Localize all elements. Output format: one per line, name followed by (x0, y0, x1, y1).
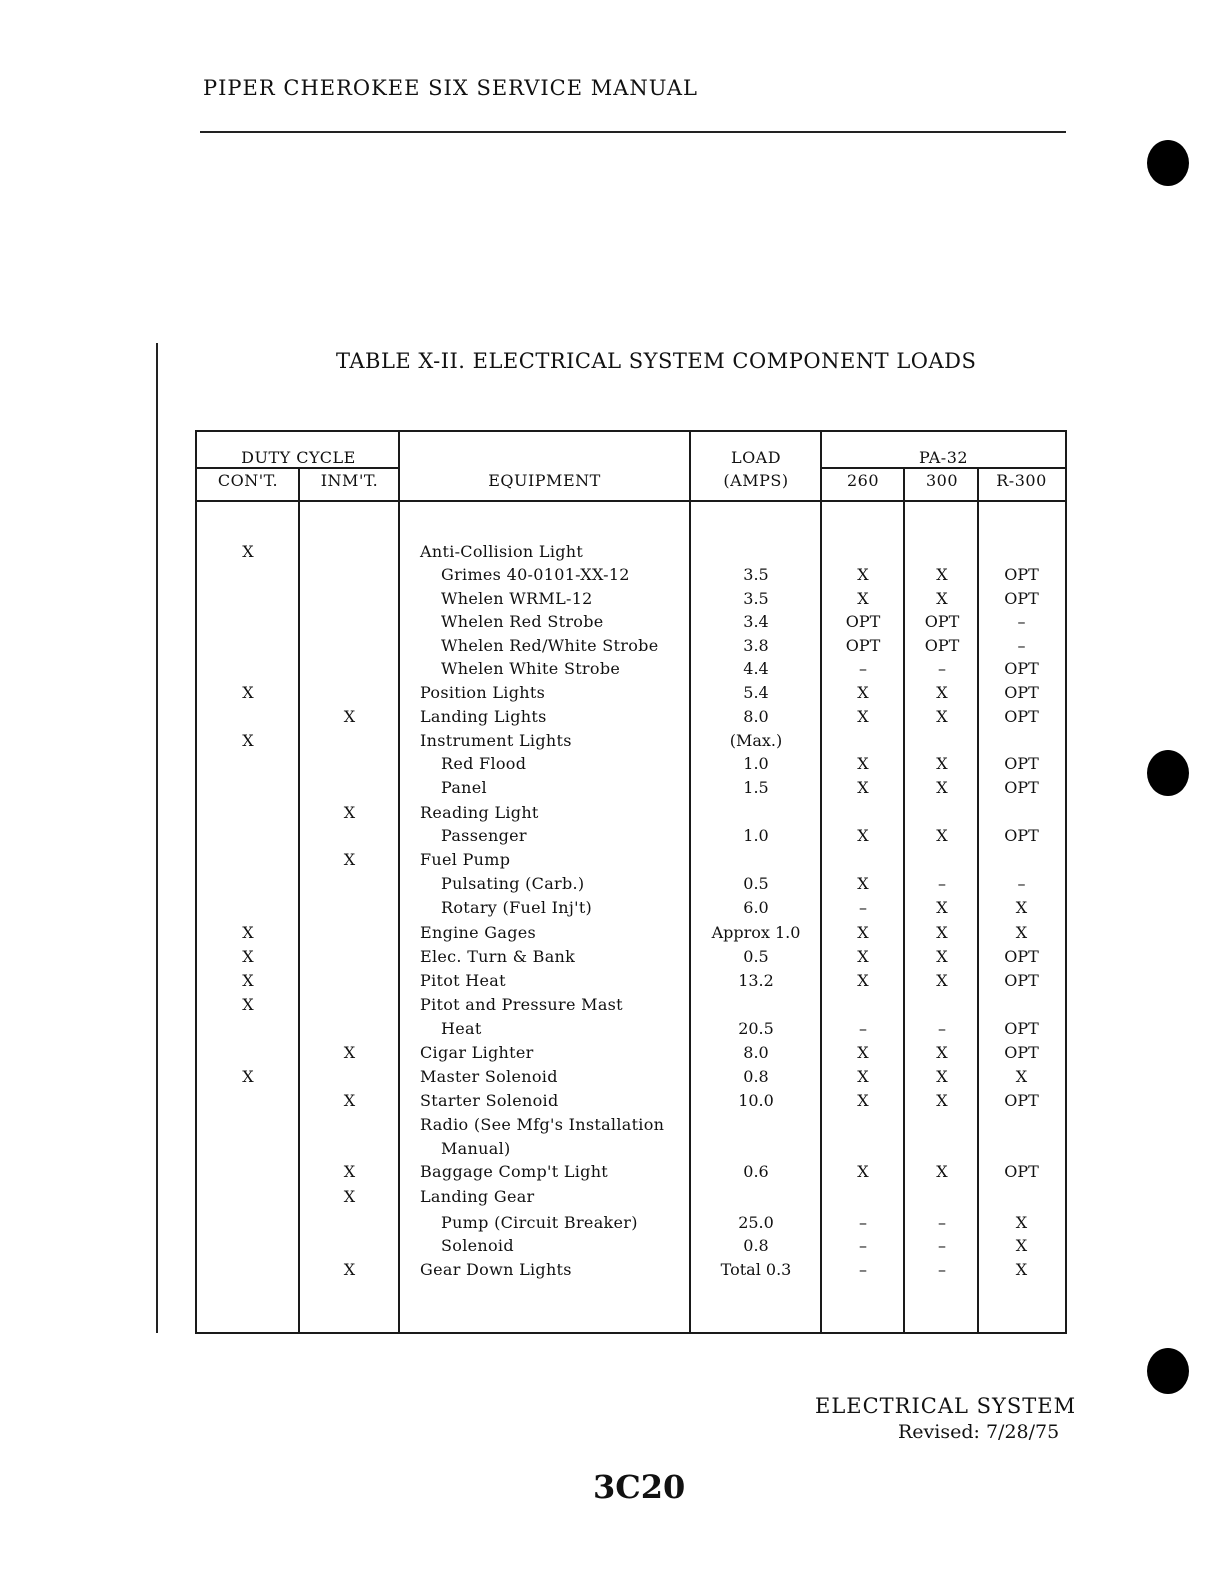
model-300-value: X (936, 923, 948, 942)
header-rule (200, 131, 1066, 133)
model-r300-value: OPT (1004, 1019, 1039, 1038)
load-amps: Approx 1.0 (711, 923, 801, 942)
inmt-mark (301, 540, 398, 564)
cont-mark (199, 1089, 297, 1113)
model-r300-value: OPT (1004, 778, 1039, 797)
section-name: ELECTRICAL SYSTEM (815, 1394, 1077, 1418)
model-300-value: – (938, 1236, 946, 1255)
load-amps: Total 0.3 (720, 1260, 792, 1279)
load-amps: 20.5 (738, 1019, 774, 1038)
equipment-name: Rotary (Fuel Inj't) (441, 898, 593, 917)
inmt-mark (301, 563, 398, 587)
cont-mark (199, 824, 297, 848)
model-260-value: X (857, 1091, 869, 1110)
load-amps: 0.8 (743, 1236, 769, 1255)
header-equipment: EQUIPMENT (488, 471, 601, 490)
load-amps: 1.0 (743, 754, 769, 773)
punch-hole-icon (1147, 1348, 1189, 1394)
inmt-mark: X (343, 1260, 356, 1279)
cont-mark: X (242, 542, 254, 561)
equipment-name: Position Lights (420, 683, 546, 702)
column-rule (903, 468, 905, 1332)
inmt-mark: X (343, 1162, 356, 1181)
punch-hole-icon (1147, 750, 1189, 796)
model-260-value: X (857, 923, 869, 942)
model-300-value: X (936, 1162, 948, 1181)
model-260-value: X (857, 826, 869, 845)
model-260-value: X (857, 1043, 869, 1062)
cont-mark (199, 1211, 297, 1235)
inmt-mark: X (343, 1091, 356, 1110)
model-260-value: X (857, 589, 869, 608)
model-260-value (823, 1137, 903, 1161)
model-300-value: X (936, 1067, 948, 1086)
model-r300-value: X (1015, 898, 1028, 917)
model-r300-value: X (1015, 923, 1028, 942)
cont-mark (199, 848, 297, 872)
model-260-value: OPT (845, 636, 881, 655)
model-r300-value: OPT (1004, 659, 1039, 678)
load-amps (692, 848, 820, 872)
manual-title: PIPER CHEROKEE SIX SERVICE MANUAL (203, 76, 698, 100)
header-rule-model-group (820, 467, 1065, 469)
model-r300-value: OPT (1004, 971, 1039, 990)
equipment-name: Pump (Circuit Breaker) (441, 1213, 638, 1232)
equipment-name: Engine Gages (420, 923, 537, 942)
model-300-value: X (936, 707, 948, 726)
equipment-name: Whelen Red Strobe (441, 612, 604, 631)
equipment-name: Panel (441, 778, 487, 797)
cont-mark (199, 563, 297, 587)
cont-mark: X (242, 683, 254, 702)
inmt-mark (301, 729, 398, 753)
cont-mark (199, 705, 297, 729)
model-r300-value (980, 1113, 1063, 1137)
equipment-name: Baggage Comp't Light (420, 1162, 609, 1181)
cont-mark (199, 1234, 297, 1258)
equipment-name: Gear Down Lights (420, 1260, 572, 1279)
load-amps: 8.0 (743, 707, 769, 726)
cont-mark (199, 1137, 297, 1161)
load-amps (692, 1113, 820, 1137)
equipment-name: Red Flood (441, 754, 527, 773)
equipment-name: Anti-Collision Light (420, 542, 584, 561)
load-amps: 0.8 (743, 1067, 769, 1086)
inmt-mark (301, 824, 398, 848)
model-260-value: X (857, 754, 869, 773)
model-r300-value: X (1015, 1236, 1028, 1255)
revision-date: Revised: 7/28/75 (898, 1421, 1060, 1443)
model-260-value: X (857, 1162, 869, 1181)
model-260-value (823, 993, 903, 1017)
equipment-name: Fuel Pump (420, 850, 511, 869)
inmt-mark (301, 657, 398, 681)
equipment-name: Radio (See Mfg's Installation (420, 1115, 665, 1134)
model-300-value: X (936, 778, 948, 797)
model-r300-value: OPT (1004, 1091, 1039, 1110)
model-r300-value: OPT (1004, 826, 1039, 845)
load-amps: 10.0 (738, 1091, 774, 1110)
model-260-value: – (859, 1260, 867, 1279)
column-rule (298, 468, 300, 1332)
model-260-value: X (857, 683, 869, 702)
inmt-mark: X (343, 1043, 356, 1062)
equipment-name: Pulsating (Carb.) (441, 874, 585, 893)
load-amps: 0.6 (743, 1162, 769, 1181)
load-amps: 4.4 (743, 659, 769, 678)
model-300-value: X (936, 826, 948, 845)
equipment-name: Whelen WRML-12 (441, 589, 593, 608)
model-r300-value (980, 848, 1063, 872)
inmt-mark: X (343, 850, 356, 869)
equipment-name: Reading Light (420, 803, 539, 822)
model-300-value (906, 993, 978, 1017)
cont-mark (199, 657, 297, 681)
equipment-name: Solenoid (441, 1236, 514, 1255)
model-260-value: X (857, 707, 869, 726)
cont-mark (199, 1258, 297, 1282)
cont-mark (199, 1017, 297, 1041)
model-260-value (823, 729, 903, 753)
model-r300-value: OPT (1004, 947, 1039, 966)
model-260-value: – (859, 898, 867, 917)
model-r300-value (980, 729, 1063, 753)
model-300-value: X (936, 947, 948, 966)
model-r300-value (980, 1185, 1063, 1209)
equipment-name: Elec. Turn & Bank (420, 947, 576, 966)
equipment-name: Whelen White Strobe (441, 659, 621, 678)
header-bottom-rule (197, 500, 1065, 502)
inmt-mark (301, 1234, 398, 1258)
model-300-value: X (936, 565, 948, 584)
cont-mark (199, 1041, 297, 1065)
model-260-value: – (859, 1236, 867, 1255)
inmt-mark (301, 681, 398, 705)
model-260-value (823, 540, 903, 564)
model-260-value (823, 1113, 903, 1137)
cont-mark: X (242, 947, 254, 966)
load-amps: 3.5 (743, 589, 769, 608)
load-amps: (Max.) (729, 731, 783, 750)
column-rule (820, 432, 822, 1332)
model-300-value (906, 848, 978, 872)
header-intermittent: INM'T. (320, 471, 379, 490)
header-load-units: (AMPS) (723, 471, 789, 490)
header-model-r300: R-300 (996, 471, 1047, 490)
model-260-value: X (857, 1067, 869, 1086)
model-260-value: – (859, 659, 867, 678)
header-rule-duty-cycle (197, 467, 399, 469)
load-amps (692, 540, 820, 564)
cont-mark (199, 1113, 297, 1137)
inmt-mark: X (343, 707, 356, 726)
cont-mark (199, 776, 297, 800)
equipment-name: Master Solenoid (420, 1067, 558, 1086)
model-300-value: X (936, 1043, 948, 1062)
model-r300-value: OPT (1004, 707, 1039, 726)
load-amps (692, 801, 820, 825)
cont-mark (199, 587, 297, 611)
model-300-value (906, 801, 978, 825)
model-260-value: X (857, 778, 869, 797)
inmt-mark (301, 872, 398, 896)
equipment-name: Starter Solenoid (420, 1091, 559, 1110)
model-r300-value: – (1017, 874, 1026, 893)
inmt-mark (301, 993, 398, 1017)
model-r300-value: OPT (1004, 754, 1039, 773)
load-amps: 0.5 (743, 947, 769, 966)
inmt-mark (301, 1211, 398, 1235)
cont-mark (199, 801, 297, 825)
inmt-mark (301, 610, 398, 634)
equipment-name: Landing Gear (420, 1187, 535, 1206)
model-300-value: X (936, 754, 948, 773)
punch-hole-icon (1147, 140, 1189, 186)
model-r300-value (980, 1137, 1063, 1161)
model-300-value: X (936, 971, 948, 990)
equipment-name: Passenger (441, 826, 527, 845)
model-260-value: X (857, 874, 869, 893)
equipment-name: Landing Lights (420, 707, 547, 726)
model-260-value (823, 801, 903, 825)
model-r300-value: – (1017, 612, 1026, 631)
inmt-mark: X (343, 803, 356, 822)
equipment-name: Heat (441, 1019, 482, 1038)
model-300-value (906, 1113, 978, 1137)
cont-mark (199, 1185, 297, 1209)
inmt-mark (301, 969, 398, 993)
cont-mark (199, 634, 297, 658)
model-300-value: OPT (924, 636, 960, 655)
model-300-value: X (936, 589, 948, 608)
cont-mark (199, 872, 297, 896)
inmt-mark: X (343, 1187, 356, 1206)
inmt-mark (301, 921, 398, 945)
load-amps: 25.0 (738, 1213, 774, 1232)
header-model-300: 300 (925, 471, 959, 490)
model-260-value: X (857, 971, 869, 990)
column-rule (689, 432, 691, 1332)
equipment-name: Whelen Red/White Strobe (441, 636, 659, 655)
inmt-mark (301, 776, 398, 800)
model-r300-value: OPT (1004, 565, 1039, 584)
cont-mark: X (242, 995, 254, 1014)
model-r300-value: OPT (1004, 589, 1039, 608)
equipment-name: Pitot and Pressure Mast (420, 995, 623, 1014)
load-amps (692, 993, 820, 1017)
cont-mark (199, 896, 297, 920)
model-260-value: OPT (845, 612, 881, 631)
model-r300-value: OPT (1004, 1162, 1039, 1181)
header-duty-cycle: DUTY CYCLE (241, 448, 356, 467)
model-260-value: – (859, 1213, 867, 1232)
inmt-mark (301, 587, 398, 611)
column-rule (398, 432, 400, 1332)
revision-bar (156, 343, 158, 1333)
equipment-name: Manual) (441, 1139, 511, 1158)
inmt-mark (301, 1137, 398, 1161)
model-260-value: X (857, 565, 869, 584)
load-amps: 3.5 (743, 565, 769, 584)
cont-mark: X (242, 1067, 254, 1086)
model-r300-value (980, 801, 1063, 825)
model-260-value (823, 848, 903, 872)
cont-mark: X (242, 971, 254, 990)
load-amps: 8.0 (743, 1043, 769, 1062)
model-r300-value: OPT (1004, 1043, 1039, 1062)
load-amps (692, 1185, 820, 1209)
model-r300-value: OPT (1004, 683, 1039, 702)
cont-mark (199, 1160, 297, 1184)
inmt-mark (301, 634, 398, 658)
model-300-value (906, 1137, 978, 1161)
model-300-value: – (938, 659, 946, 678)
model-300-value (906, 540, 978, 564)
model-r300-value: X (1015, 1260, 1028, 1279)
cont-mark: X (242, 923, 254, 942)
inmt-mark (301, 945, 398, 969)
model-r300-value (980, 540, 1063, 564)
cont-mark (199, 752, 297, 776)
load-amps: 0.5 (743, 874, 769, 893)
model-r300-value: – (1017, 636, 1026, 655)
inmt-mark (301, 896, 398, 920)
model-300-value (906, 729, 978, 753)
page-code: 3C20 (593, 1468, 686, 1506)
header-model-260: 260 (846, 471, 880, 490)
model-300-value (906, 1185, 978, 1209)
model-300-value: – (938, 1213, 946, 1232)
equipment-name: Pitot Heat (420, 971, 506, 990)
model-300-value: – (938, 1019, 946, 1038)
load-amps: 3.8 (743, 636, 769, 655)
inmt-mark (301, 752, 398, 776)
model-300-value: X (936, 683, 948, 702)
model-300-value: X (936, 898, 948, 917)
cont-mark (199, 610, 297, 634)
equipment-name: Cigar Lighter (420, 1043, 534, 1062)
model-300-value: – (938, 1260, 946, 1279)
model-260-value (823, 1185, 903, 1209)
header-continuous: CON'T. (217, 471, 279, 490)
load-amps: 5.4 (743, 683, 769, 702)
model-260-value: X (857, 947, 869, 966)
header-load: LOAD (730, 448, 782, 467)
equipment-name: Grimes 40-0101-XX-12 (441, 565, 630, 584)
table-title: TABLE X-II. ELECTRICAL SYSTEM COMPONENT LOADS (336, 349, 977, 373)
load-amps (692, 1137, 820, 1161)
cont-mark: X (242, 731, 254, 750)
model-r300-value (980, 993, 1063, 1017)
load-amps: 1.0 (743, 826, 769, 845)
model-260-value: – (859, 1019, 867, 1038)
load-amps: 13.2 (738, 971, 774, 990)
inmt-mark (301, 1113, 398, 1137)
load-amps: 3.4 (743, 612, 769, 631)
inmt-mark (301, 1065, 398, 1089)
inmt-mark (301, 1017, 398, 1041)
model-300-value: OPT (924, 612, 960, 631)
header-model-group: PA-32 (918, 448, 969, 467)
load-amps: 6.0 (743, 898, 769, 917)
equipment-name: Instrument Lights (420, 731, 572, 750)
model-300-value: X (936, 1091, 948, 1110)
model-300-value: – (938, 874, 946, 893)
load-amps: 1.5 (743, 778, 769, 797)
model-r300-value: X (1015, 1067, 1028, 1086)
model-r300-value: X (1015, 1213, 1028, 1232)
